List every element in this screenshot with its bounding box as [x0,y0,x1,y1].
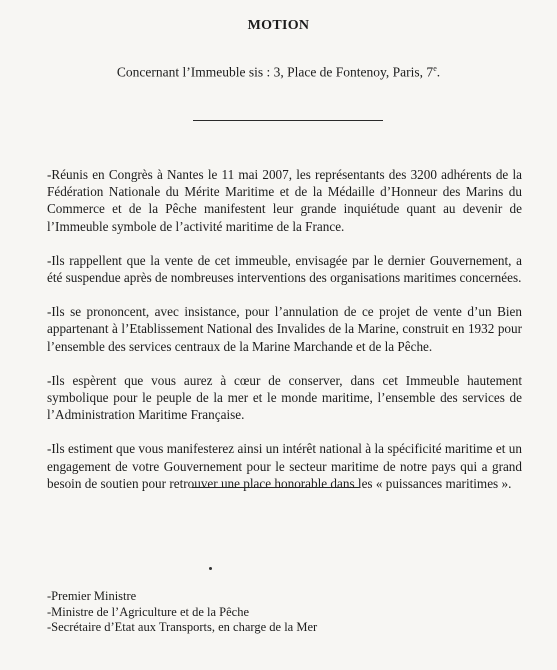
top-divider [193,120,383,121]
recipient-item: -Premier Ministre [47,589,137,603]
stray-dot [209,567,212,570]
paragraph-5: -Ils estiment que vous manifesterez ainsi un intérêt national à la spécificité maritime et un engagement de votre Gouvernement pour le secteur maritime de notre pays qui a grand besoin de soutien pour retrouver une place honorable dans les « puissances maritimes ». [47,441,522,491]
bottom-divider [192,487,360,488]
paragraph-3: -Ils se prononcent, avec insistance, pour l’annulation de ce projet de vente d’un Bien appartenant à l’Etablissement National des Invalides de la Marine, construit en 1932 pour l’ensemble des services centraux de la Marine Marchande et de la Pêche. [47,304,522,354]
document-title: MOTION [247,18,310,33]
subtitle-superscript: e [433,64,437,73]
recipient-item: -Secrétaire d’Etat aux Transports, en charge de la Mer [47,620,318,635]
recipients-list [47,589,317,636]
document-subtitle [0,64,557,81]
paragraph-4: -Ils espèrent que vous aurez à cœur de conserver, dans cet Immeuble hautement symbolique pour le peuple de la mer et le monde maritime, l’ensemble des services de l’Administration Maritime Française. [47,372,522,423]
subtitle-text: Concernant l’Immeuble sis : 3, Place de Fontenoy, Paris, 7 [116,64,434,80]
paragraph-1: -Réunis en Congrès à Nantes le 11 mai 2007, les représentants des 3200 adhérents de la Fédération Nationale du Mérite Maritime et de la Médaille d’Honneur des Marins du Commerce et de la Pêche manifestent leur grande inquiétude quant au devenir de l’Immeuble symbole de l’activité maritime de la France. [47,167,522,234]
recipient-item: -Ministre de l’Agriculture et de la Pêche [47,604,250,619]
paragraph-2: -Ils rappellent que la vente de cet immeuble, envisagée par le dernier Gouvernement, a été suspendue après de nombreuses interventions des organisations maritimes concernées. [47,252,522,286]
subtitle-end: . [436,64,441,80]
motion-body [47,166,522,509]
